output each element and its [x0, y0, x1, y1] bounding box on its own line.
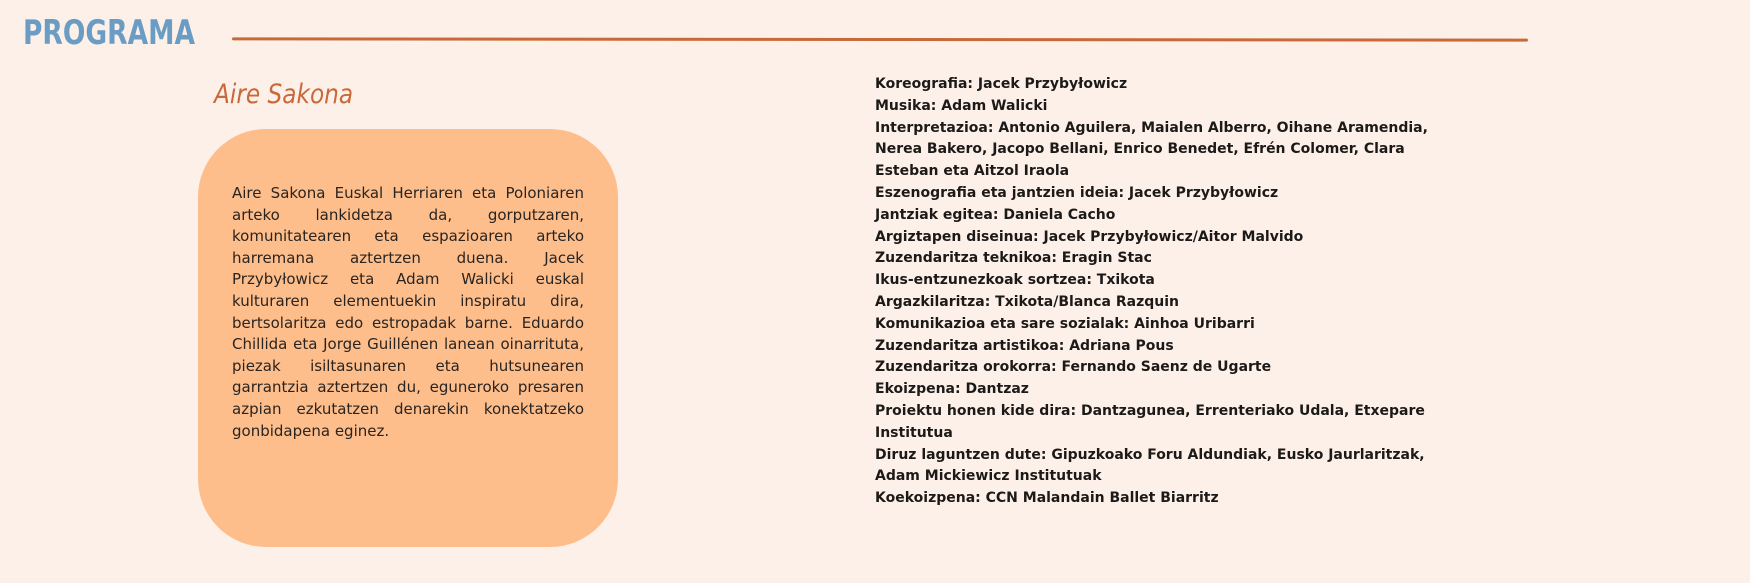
credit-item: Interpretazioa: Antonio Aguilera, Maialen Alberro, Oihane Aramendia, Nerea Bakero, Jacopo Bellani, Enrico Benedet, Efrén Colomer, Clara Esteban eta Aitzol Iraola — [875, 119, 1428, 180]
credit-item: Koekoizpena: CCN Malandain Ballet Biarritz — [875, 490, 1219, 507]
credit-item: Proiektu honen kide dira: Dantzagunea, Errenteriako Udala, Etxepare Institutua — [875, 402, 1425, 441]
header-divider-line — [232, 37, 1528, 41]
credit-item: Ikus-entzunezkoak sortzea: Txikota — [875, 272, 1155, 289]
credit-item: Musika: Adam Walicki — [875, 97, 1048, 114]
credit-item: Zuzendaritza teknikoa: Eragin Stac — [875, 250, 1152, 267]
credit-item: Ekoizpena: Dantzaz — [875, 381, 1029, 398]
credit-item: Koreografia: Jacek Przybyłowicz — [875, 76, 1128, 92]
credit-item: Komunikazioa eta sare sozialak: Ainhoa Uribarri — [875, 315, 1255, 332]
credit-item: Argiztapen diseinua: Jacek Przybyłowicz/Aitor Malvido — [875, 228, 1304, 245]
credits-list — [875, 74, 1435, 510]
credit-item: Argazkilaritza: Txikota/Blanca Razquin — [875, 293, 1179, 310]
page-title: PROGRAMA — [23, 13, 196, 53]
show-title: Aire Sakona — [214, 79, 354, 110]
credit-item: Zuzendaritza artistikoa: Adriana Pous — [875, 337, 1174, 354]
description-card — [198, 129, 618, 547]
credit-item: Jantziak egitea: Daniela Cacho — [875, 206, 1116, 223]
credit-item: Zuzendaritza orokorra: Fernando Saenz de Ugarte — [875, 359, 1272, 376]
credit-item: Eszenografia eta jantzien ideia: Jacek Przybyłowicz — [875, 184, 1279, 201]
show-description: Aire Sakona Euskal Herriaren eta Poloniaren arteko lankidetza da, gorputzaren, komunitatearen eta espazioaren arteko harremana aztertzen duena. Jacek Przybyłowicz eta Adam Walicki euskal kulturaren elementuekin inspiratu dira, bertsolaritza edo estropadak barne. Eduardo Chillida eta Jorge Guillénen lanean oinarrituta, piezak isiltasunaren eta hutsunearen garrantzia aztertzen du, eguneroko presaren azpian ezkutatzen denarekin konektatzeko gonbidapena eginez. — [232, 184, 584, 440]
credit-item: Diruz laguntzen dute: Gipuzkoako Foru Aldundiak, Eusko Jaurlaritzak, Adam Mickiewicz Institutuak — [875, 446, 1425, 485]
